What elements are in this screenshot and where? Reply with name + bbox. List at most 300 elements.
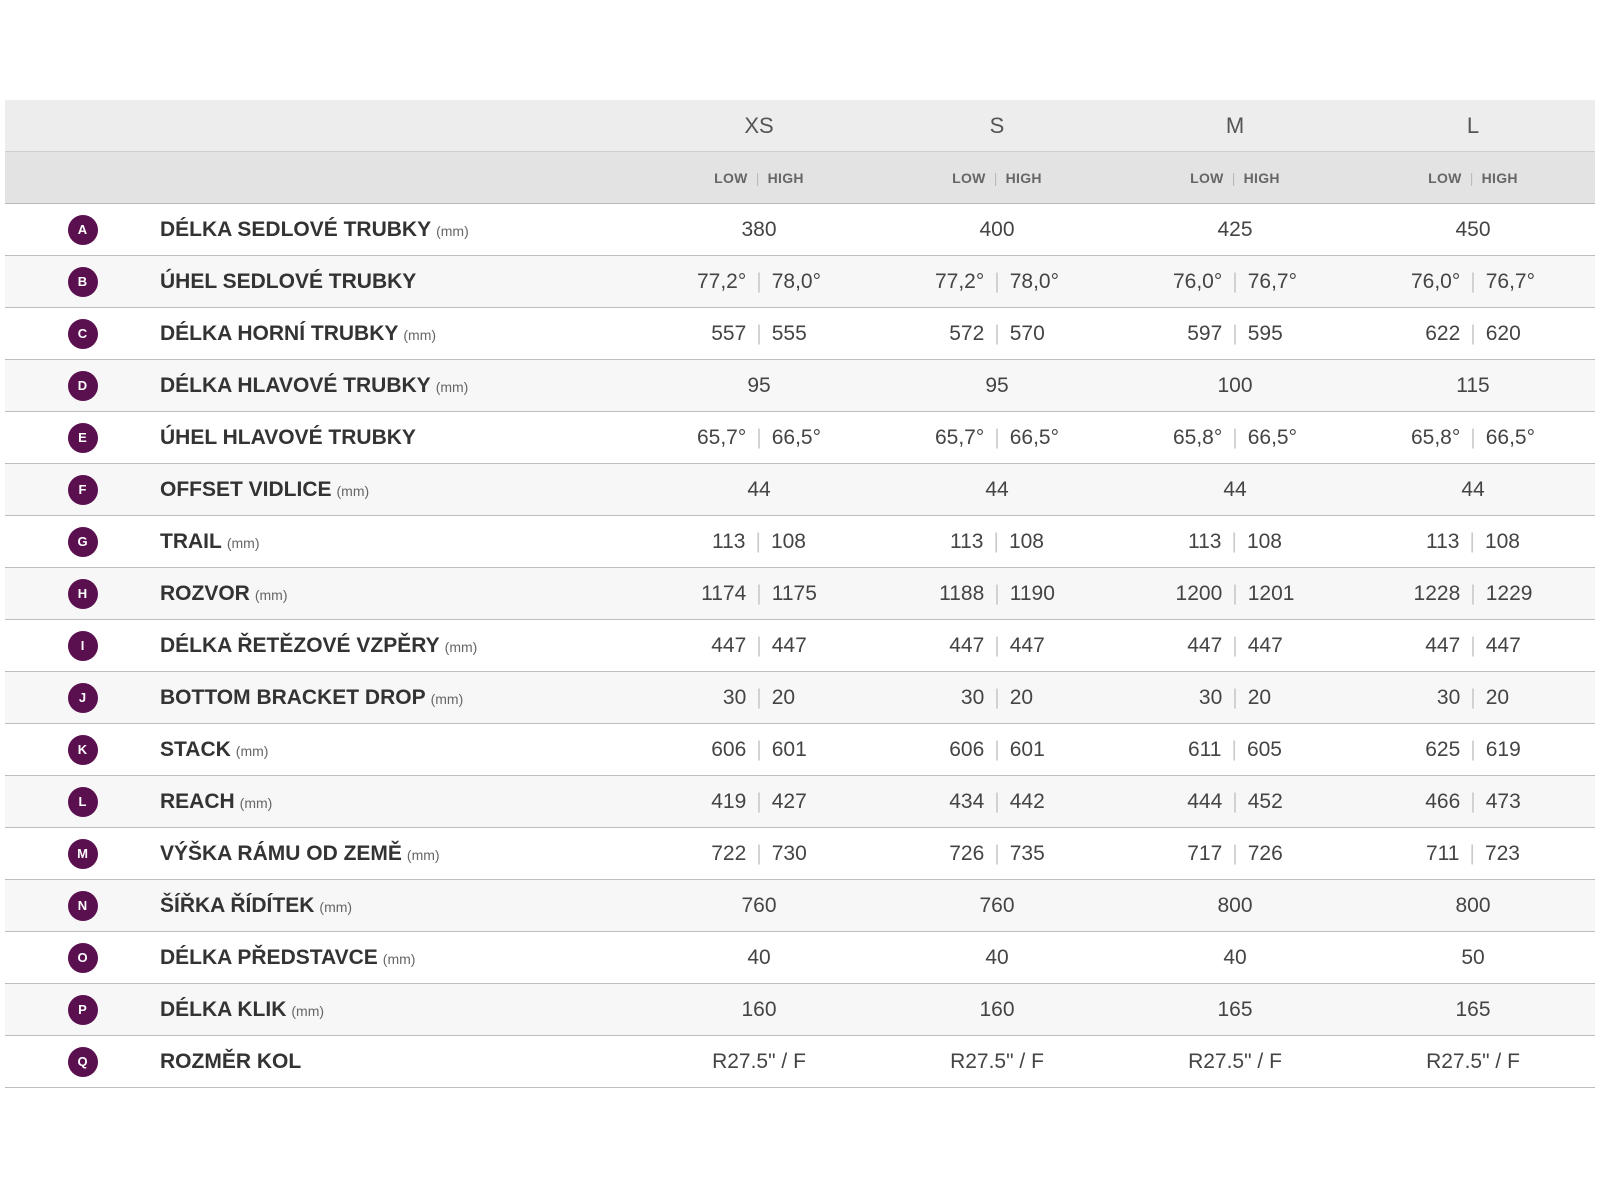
high-value: 66,5°: [1009, 425, 1060, 449]
value-cell: [640, 530, 878, 554]
low-value: 160: [741, 997, 777, 1021]
value-separator: |: [756, 841, 762, 865]
row-unit: (mm): [226, 534, 260, 551]
row-letter-badge: P: [68, 995, 98, 1025]
value-separator: |: [1232, 321, 1238, 345]
low-value: 597: [1187, 321, 1223, 345]
high-value: 447: [1247, 633, 1283, 657]
row-unit: (mm): [319, 898, 353, 915]
value-cell: [1354, 738, 1592, 762]
value-cell: [640, 1050, 878, 1074]
high-value: 601: [1009, 737, 1045, 761]
table-row: [5, 308, 1595, 360]
size-l-header: L: [1466, 112, 1480, 138]
value-cell: [640, 426, 878, 450]
table-row: [5, 256, 1595, 308]
value-cell: [640, 374, 878, 398]
low-value: 434: [949, 789, 985, 813]
high-value: 66,5°: [1485, 425, 1536, 449]
value-cell: [640, 270, 878, 294]
badge-cell: [5, 943, 160, 973]
table-row: [5, 620, 1595, 672]
high-value: 452: [1247, 789, 1283, 813]
table-row: [5, 776, 1595, 828]
value-separator: |: [756, 685, 762, 709]
low-value: 466: [1425, 789, 1461, 813]
value-separator: |: [756, 789, 762, 813]
high-value: 447: [1485, 633, 1521, 657]
value-separator: |: [1232, 841, 1238, 865]
row-letter-badge: F: [68, 475, 98, 505]
low-value: 400: [979, 217, 1015, 241]
row-unit: (mm): [403, 326, 437, 343]
low-value: 40: [747, 945, 771, 969]
high-value: 76,7°: [1247, 269, 1298, 293]
value-cell: [640, 998, 878, 1022]
row-letter-badge: Q: [68, 1047, 98, 1077]
high-value: 66,5°: [1247, 425, 1298, 449]
value-cell: [1354, 374, 1592, 398]
low-value: 65,8°: [1410, 425, 1461, 449]
row-label-cell: [160, 582, 640, 606]
row-letter-badge: H: [68, 579, 98, 609]
row-letter-badge: M: [68, 839, 98, 869]
low-value: 40: [1223, 945, 1247, 969]
row-label: DÉLKA HORNÍ TRUBKY: [160, 321, 399, 345]
table-row: [5, 412, 1595, 464]
high-value: 1190: [1009, 581, 1055, 605]
high-value: 595: [1247, 321, 1283, 345]
row-label-cell: [160, 790, 640, 814]
low-value: 1174: [701, 581, 747, 605]
row-label-cell: [160, 478, 640, 502]
value-cell: [1116, 634, 1354, 658]
value-cell: [1116, 426, 1354, 450]
value-cell: [1116, 998, 1354, 1022]
value-cell: [878, 478, 1116, 502]
value-separator: |: [1470, 685, 1476, 709]
low-value: 76,0°: [1410, 269, 1461, 293]
value-separator: |: [1469, 841, 1475, 865]
value-cell: [1354, 790, 1592, 814]
low-value: 450: [1455, 217, 1491, 241]
geometry-table: [5, 100, 1595, 1088]
value-cell: [640, 218, 878, 242]
table-row: [5, 984, 1595, 1036]
row-label-cell: [160, 322, 640, 346]
high-value: 20: [771, 685, 796, 709]
table-row: [5, 360, 1595, 412]
value-cell: [878, 946, 1116, 970]
badge-cell: [5, 631, 160, 661]
low-value: 100: [1217, 373, 1253, 397]
low-value: 115: [1456, 373, 1490, 397]
table-row: [5, 464, 1595, 516]
low-high-header-row: [5, 152, 1595, 204]
row-label-cell: [160, 270, 640, 294]
value-cell: [640, 322, 878, 346]
table-row: [5, 568, 1595, 620]
low-high-l: LOW | HIGH: [1428, 169, 1518, 186]
row-letter-badge: K: [68, 735, 98, 765]
high-label: HIGH: [1481, 169, 1518, 186]
row-unit: (mm): [406, 846, 440, 863]
row-label: DÉLKA PŘEDSTAVCE: [160, 945, 378, 969]
value-cell: [1116, 322, 1354, 346]
badge-cell: [5, 995, 160, 1025]
value-cell: [878, 218, 1116, 242]
low-value: 380: [741, 217, 777, 241]
low-label: LOW: [1428, 169, 1462, 186]
high-value: 726: [1247, 841, 1283, 865]
value-cell: [1116, 478, 1354, 502]
badge-cell: [5, 319, 160, 349]
value-cell: [1354, 530, 1592, 554]
low-value: 447: [1425, 633, 1461, 657]
low-value: 65,8°: [1172, 425, 1223, 449]
badge-cell: [5, 423, 160, 453]
value-cell: [1354, 894, 1592, 918]
high-value: 730: [771, 841, 807, 865]
row-letter-badge: B: [68, 267, 98, 297]
high-value: 605: [1246, 737, 1282, 761]
low-value: 50: [1461, 945, 1485, 969]
value-cell: [1354, 686, 1592, 710]
low-value: R27.5" / F: [712, 1049, 806, 1073]
low-value: 717: [1187, 841, 1223, 865]
high-value: 1229: [1485, 581, 1533, 605]
value-cell: [1354, 426, 1592, 450]
value-cell: [1116, 894, 1354, 918]
value-cell: [878, 686, 1116, 710]
row-unit: (mm): [235, 742, 269, 759]
low-value: 30: [960, 685, 985, 709]
value-cell: [878, 738, 1116, 762]
value-cell: [878, 374, 1116, 398]
low-value: 30: [722, 685, 747, 709]
row-label: ROZMĚR KOL: [160, 1049, 302, 1073]
badge-cell: [5, 891, 160, 921]
value-cell: [1116, 530, 1354, 554]
low-value: 44: [985, 477, 1009, 501]
row-unit: (mm): [239, 794, 273, 811]
value-cell: [878, 582, 1116, 606]
value-separator: |: [1232, 425, 1238, 449]
low-value: 40: [985, 945, 1009, 969]
low-value: R27.5" / F: [1426, 1049, 1520, 1073]
value-separator: |: [756, 633, 762, 657]
row-label-cell: [160, 530, 640, 554]
row-label-cell: [160, 686, 640, 710]
row-label-cell: [160, 218, 640, 242]
low-value: 30: [1198, 685, 1223, 709]
value-cell: [1354, 946, 1592, 970]
high-value: 555: [771, 321, 807, 345]
badge-cell: [5, 683, 160, 713]
row-letter-badge: I: [68, 631, 98, 661]
low-value: 722: [711, 841, 747, 865]
low-value: 1228: [1413, 581, 1461, 605]
table-row: [5, 724, 1595, 776]
high-value: 108: [770, 529, 806, 553]
high-value: 108: [1484, 529, 1520, 553]
high-value: 66,5°: [771, 425, 822, 449]
low-value: 760: [979, 893, 1015, 917]
value-separator: |: [1232, 581, 1238, 605]
row-label: DÉLKA ŘETĚZOVÉ VZPĚRY: [160, 633, 440, 657]
row-label-cell: [160, 894, 640, 918]
high-value: 473: [1485, 789, 1521, 813]
value-cell: [1354, 322, 1592, 346]
value-cell: [1116, 582, 1354, 606]
low-value: 65,7°: [696, 425, 747, 449]
row-label-cell: [160, 634, 640, 658]
value-separator: |: [1470, 633, 1476, 657]
high-value: 1175: [771, 581, 817, 605]
row-label: DÉLKA KLIK: [160, 997, 287, 1021]
low-value: 76,0°: [1172, 269, 1223, 293]
row-letter-badge: A: [68, 215, 98, 245]
value-cell: [640, 738, 878, 762]
value-cell: [878, 270, 1116, 294]
low-value: 165: [1455, 997, 1491, 1021]
low-value: 726: [949, 841, 985, 865]
high-value: 570: [1009, 321, 1045, 345]
high-value: 20: [1247, 685, 1272, 709]
row-label-cell: [160, 946, 640, 970]
row-unit: (mm): [430, 690, 464, 707]
low-value: R27.5" / F: [1188, 1049, 1282, 1073]
low-value: 44: [1461, 477, 1485, 501]
value-cell: [878, 322, 1116, 346]
size-s-header: S: [989, 112, 1005, 138]
row-letter-badge: J: [68, 683, 98, 713]
value-cell: [878, 1050, 1116, 1074]
row-label: ROZVOR: [160, 581, 250, 605]
badge-cell: [5, 735, 160, 765]
low-high-m: LOW | HIGH: [1190, 169, 1280, 186]
value-separator: |: [1232, 633, 1238, 657]
row-letter-badge: O: [68, 943, 98, 973]
low-value: 419: [711, 789, 747, 813]
value-separator: |: [1470, 581, 1476, 605]
row-label-cell: [160, 842, 640, 866]
low-value: 77,2°: [696, 269, 747, 293]
low-value: 113: [950, 529, 984, 553]
badge-cell: [5, 1047, 160, 1077]
value-separator: |: [1470, 737, 1476, 761]
value-separator: |: [756, 269, 762, 293]
low-high-s: LOW | HIGH: [952, 169, 1042, 186]
badge-cell: [5, 475, 160, 505]
high-value: 76,7°: [1485, 269, 1536, 293]
row-unit: (mm): [254, 586, 288, 603]
row-label: OFFSET VIDLICE: [160, 477, 332, 501]
value-cell: [1116, 686, 1354, 710]
high-value: 447: [1009, 633, 1045, 657]
value-cell: [640, 842, 878, 866]
value-cell: [1354, 1050, 1592, 1074]
table-row: [5, 672, 1595, 724]
value-separator: |: [994, 425, 1000, 449]
high-value: 1201: [1247, 581, 1295, 605]
value-separator: |: [1470, 789, 1476, 813]
row-label: DÉLKA HLAVOVÉ TRUBKY: [160, 373, 431, 397]
row-unit: (mm): [291, 1002, 325, 1019]
low-value: 572: [949, 321, 985, 345]
table-row: [5, 880, 1595, 932]
value-cell: [878, 634, 1116, 658]
low-label: LOW: [1190, 169, 1224, 186]
badge-cell: [5, 787, 160, 817]
value-cell: [1354, 478, 1592, 502]
badge-cell: [5, 371, 160, 401]
table-row: [5, 932, 1595, 984]
value-cell: [1116, 738, 1354, 762]
low-value: 44: [1223, 477, 1247, 501]
size-m-header: M: [1225, 112, 1245, 138]
low-value: 800: [1455, 893, 1491, 917]
value-separator: |: [1470, 425, 1476, 449]
low-value: 606: [949, 737, 985, 761]
value-cell: [640, 686, 878, 710]
value-cell: [878, 790, 1116, 814]
high-value: 108: [1008, 529, 1044, 553]
high-value: 619: [1485, 737, 1521, 761]
row-letter-badge: N: [68, 891, 98, 921]
value-separator: |: [994, 841, 1000, 865]
value-separator: |: [756, 321, 762, 345]
value-cell: [1354, 998, 1592, 1022]
low-value: 113: [1426, 529, 1460, 553]
low-value: 30: [1436, 685, 1461, 709]
low-value: 447: [1187, 633, 1223, 657]
value-cell: [640, 946, 878, 970]
value-separator: |: [755, 529, 761, 553]
row-letter-badge: E: [68, 423, 98, 453]
low-value: 711: [1426, 841, 1460, 865]
high-label: HIGH: [1243, 169, 1280, 186]
value-separator: |: [994, 581, 1000, 605]
value-separator: |: [1470, 321, 1476, 345]
row-letter-badge: D: [68, 371, 98, 401]
row-label: ÚHEL HLAVOVÉ TRUBKY: [160, 425, 416, 449]
value-separator: |: [994, 321, 1000, 345]
high-label: HIGH: [1005, 169, 1042, 186]
value-cell: [878, 998, 1116, 1022]
high-value: 108: [1246, 529, 1282, 553]
low-value: 95: [747, 373, 771, 397]
value-separator: |: [756, 425, 762, 449]
value-separator: |: [994, 269, 1000, 293]
low-value: 425: [1217, 217, 1253, 241]
value-cell: [878, 426, 1116, 450]
value-separator: |: [994, 789, 1000, 813]
low-value: 447: [949, 633, 985, 657]
table-row: [5, 1036, 1595, 1088]
high-value: 20: [1009, 685, 1034, 709]
low-high-xs: LOW | HIGH: [714, 169, 804, 186]
low-value: 611: [1188, 737, 1222, 761]
value-cell: [640, 478, 878, 502]
value-cell: [1116, 790, 1354, 814]
value-separator: |: [756, 737, 762, 761]
low-value: 95: [985, 373, 1009, 397]
value-cell: [878, 530, 1116, 554]
row-label: ÚHEL SEDLOVÉ TRUBKY: [160, 269, 417, 293]
value-separator: |: [1232, 685, 1238, 709]
value-cell: [1354, 634, 1592, 658]
value-separator: |: [994, 633, 1000, 657]
row-label: DÉLKA SEDLOVÉ TRUBKY: [160, 217, 432, 241]
row-letter-badge: L: [68, 787, 98, 817]
low-value: 65,7°: [934, 425, 985, 449]
badge-cell: [5, 215, 160, 245]
value-separator: |: [1231, 529, 1237, 553]
row-label-cell: [160, 1050, 640, 1074]
value-cell: [1116, 946, 1354, 970]
table-row: [5, 204, 1595, 256]
value-cell: [640, 634, 878, 658]
row-label-cell: [160, 998, 640, 1022]
value-separator: |: [1232, 789, 1238, 813]
low-value: 444: [1187, 789, 1223, 813]
low-value: 165: [1217, 997, 1253, 1021]
value-cell: [640, 894, 878, 918]
value-separator: |: [1232, 269, 1238, 293]
high-value: 20: [1485, 685, 1510, 709]
value-cell: [640, 582, 878, 606]
row-unit: (mm): [382, 950, 416, 967]
row-label: REACH: [160, 789, 235, 813]
badge-cell: [5, 839, 160, 869]
value-cell: [1116, 270, 1354, 294]
row-label-cell: [160, 738, 640, 762]
row-label: TRAIL: [160, 529, 222, 553]
value-separator: |: [1231, 737, 1237, 761]
low-value: 760: [741, 893, 777, 917]
value-cell: [1116, 842, 1354, 866]
high-value: 735: [1009, 841, 1045, 865]
low-value: 1200: [1175, 581, 1223, 605]
value-separator: |: [1469, 529, 1475, 553]
low-value: 606: [711, 737, 747, 761]
value-separator: |: [994, 737, 1000, 761]
low-value: 44: [747, 477, 771, 501]
value-separator: |: [993, 529, 999, 553]
badge-cell: [5, 527, 160, 557]
value-separator: |: [994, 685, 1000, 709]
low-value: 160: [979, 997, 1015, 1021]
row-unit: (mm): [444, 638, 478, 655]
low-value: 1188: [939, 581, 985, 605]
high-value: 723: [1484, 841, 1520, 865]
low-value: 77,2°: [934, 269, 985, 293]
row-label: BOTTOM BRACKET DROP: [160, 685, 426, 709]
low-value: 113: [1188, 529, 1222, 553]
low-value: 447: [711, 633, 747, 657]
value-cell: [1354, 218, 1592, 242]
value-cell: [640, 790, 878, 814]
row-unit: (mm): [336, 482, 370, 499]
badge-cell: [5, 579, 160, 609]
table-row: [5, 828, 1595, 880]
value-cell: [1354, 582, 1592, 606]
high-value: 78,0°: [1009, 269, 1060, 293]
low-value: 557: [711, 321, 747, 345]
size-header-row: [5, 100, 1595, 152]
high-value: 601: [771, 737, 807, 761]
